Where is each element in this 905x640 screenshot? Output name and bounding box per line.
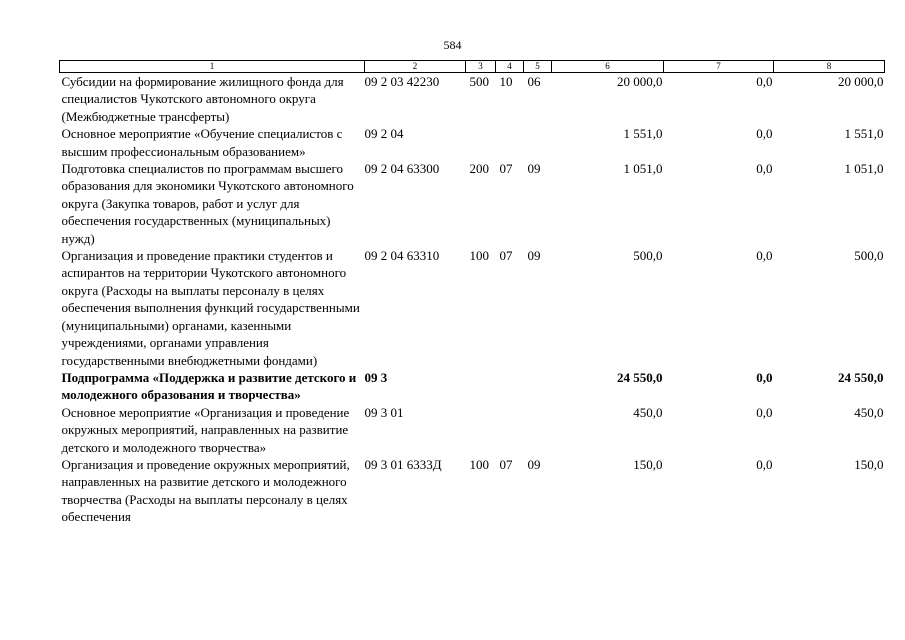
column-header-2: 2 [365,61,466,73]
row-code: 09 2 03 42230 [364,74,440,89]
table-row [60,125,885,160]
row-name: Подпрограмма «Поддержка и развитие детского и молодежного образования и творчества» [61,369,357,403]
row-value-6: 500,0 [633,248,663,264]
row-value-7: 0,0 [756,74,773,89]
table-row-subprogram [60,369,885,404]
table-row [60,160,885,247]
row-value-6: 150,0 [633,456,663,472]
column-header-6: 6 [552,61,664,73]
row-code: 09 2 04 63310 [364,248,440,264]
table-row [60,73,885,126]
row-value-6: 20 000,0 [617,74,663,89]
row-col3: 100 [469,248,489,264]
row-value-8: 500,0 [854,248,884,264]
row-value-7: 0,0 [756,456,773,472]
row-name: Организация и проведение окружных мероприятий, направленных на развитие детского и молодежного творчества (Расходы на выплаты персоналу в целях обеспечения [61,456,350,525]
column-header-1: 1 [60,61,365,73]
column-header-4: 4 [496,61,524,73]
row-value-6: 1 551,0 [623,126,663,142]
row-name: Основное мероприятие «Организация и проведение окружных мероприятий, направленных на развитие детского и молодежного творчества» [61,404,350,455]
row-name: Основное мероприятие «Обучение специалистов с высшим профессиональным образованием» [61,126,343,159]
column-header-5: 5 [524,61,552,73]
row-name: Субсидии на формирование жилищного фонда для специалистов Чукотского автономного округа (Межбюджетные трансферты) [61,74,344,124]
row-code: 09 3 [364,369,388,385]
row-value-8: 20 000,0 [838,74,884,89]
budget-table [59,60,885,526]
row-col3: 500 [469,74,489,89]
row-col4: 10 [499,74,513,89]
row-col5 [524,404,552,456]
row-col4: 07 [499,161,513,177]
row-col5: 09 [527,161,541,177]
row-value-6: 24 550,0 [617,369,663,385]
row-col4 [496,404,524,456]
row-col3 [466,404,496,456]
row-name: Организация и проведение практики студентов и аспирантов на территории Чукотского автономного округа (Расходы на выплаты персоналу в целях обеспечения выполнения функций государственными (муниципальными) органами, казенными учреждениями, органами управления государственными внебюджетными фондами) [61,248,360,368]
column-header-7: 7 [664,61,774,73]
row-value-6: 450,0 [633,404,663,420]
row-value-8: 1 051,0 [844,161,884,177]
row-value-7: 0,0 [756,161,773,177]
row-col3: 200 [469,161,489,177]
row-col5: 09 [527,456,541,472]
row-col4 [496,369,524,404]
row-col5: 09 [527,248,541,264]
row-value-7: 0,0 [756,369,773,385]
column-header-8: 8 [774,61,885,73]
row-col4: 07 [499,248,513,264]
row-col5: 06 [527,74,541,89]
row-col5 [524,369,552,404]
table-row [60,247,885,369]
row-code: 09 3 01 [364,404,404,420]
table-row [60,404,885,456]
row-col3 [466,369,496,404]
row-col3: 100 [469,456,489,472]
header-row [60,61,885,73]
row-code: 09 2 04 63300 [364,161,440,177]
row-value-7: 0,0 [756,126,773,142]
row-value-8: 1 551,0 [844,126,884,142]
row-code: 09 2 04 [364,126,404,142]
row-value-7: 0,0 [756,248,773,264]
row-name: Подготовка специалистов по программам высшего образования для экономики Чукотского автономного округа (Закупка товаров, работ и услуг для обеспечения государственных (муниципальных) нужд) [61,161,354,246]
page-number: 584 [443,38,462,52]
row-value-7: 0,0 [756,404,773,420]
row-col4: 07 [499,456,513,472]
row-col4 [496,125,524,160]
row-value-8: 150,0 [854,456,884,472]
row-value-8: 450,0 [854,404,884,420]
column-header-3: 3 [466,61,496,73]
row-value-6: 1 051,0 [623,161,663,177]
row-code: 09 3 01 6333Д [364,456,442,472]
row-value-8: 24 550,0 [838,369,884,385]
table-row [60,456,885,526]
row-col3 [466,125,496,160]
row-col5 [524,125,552,160]
